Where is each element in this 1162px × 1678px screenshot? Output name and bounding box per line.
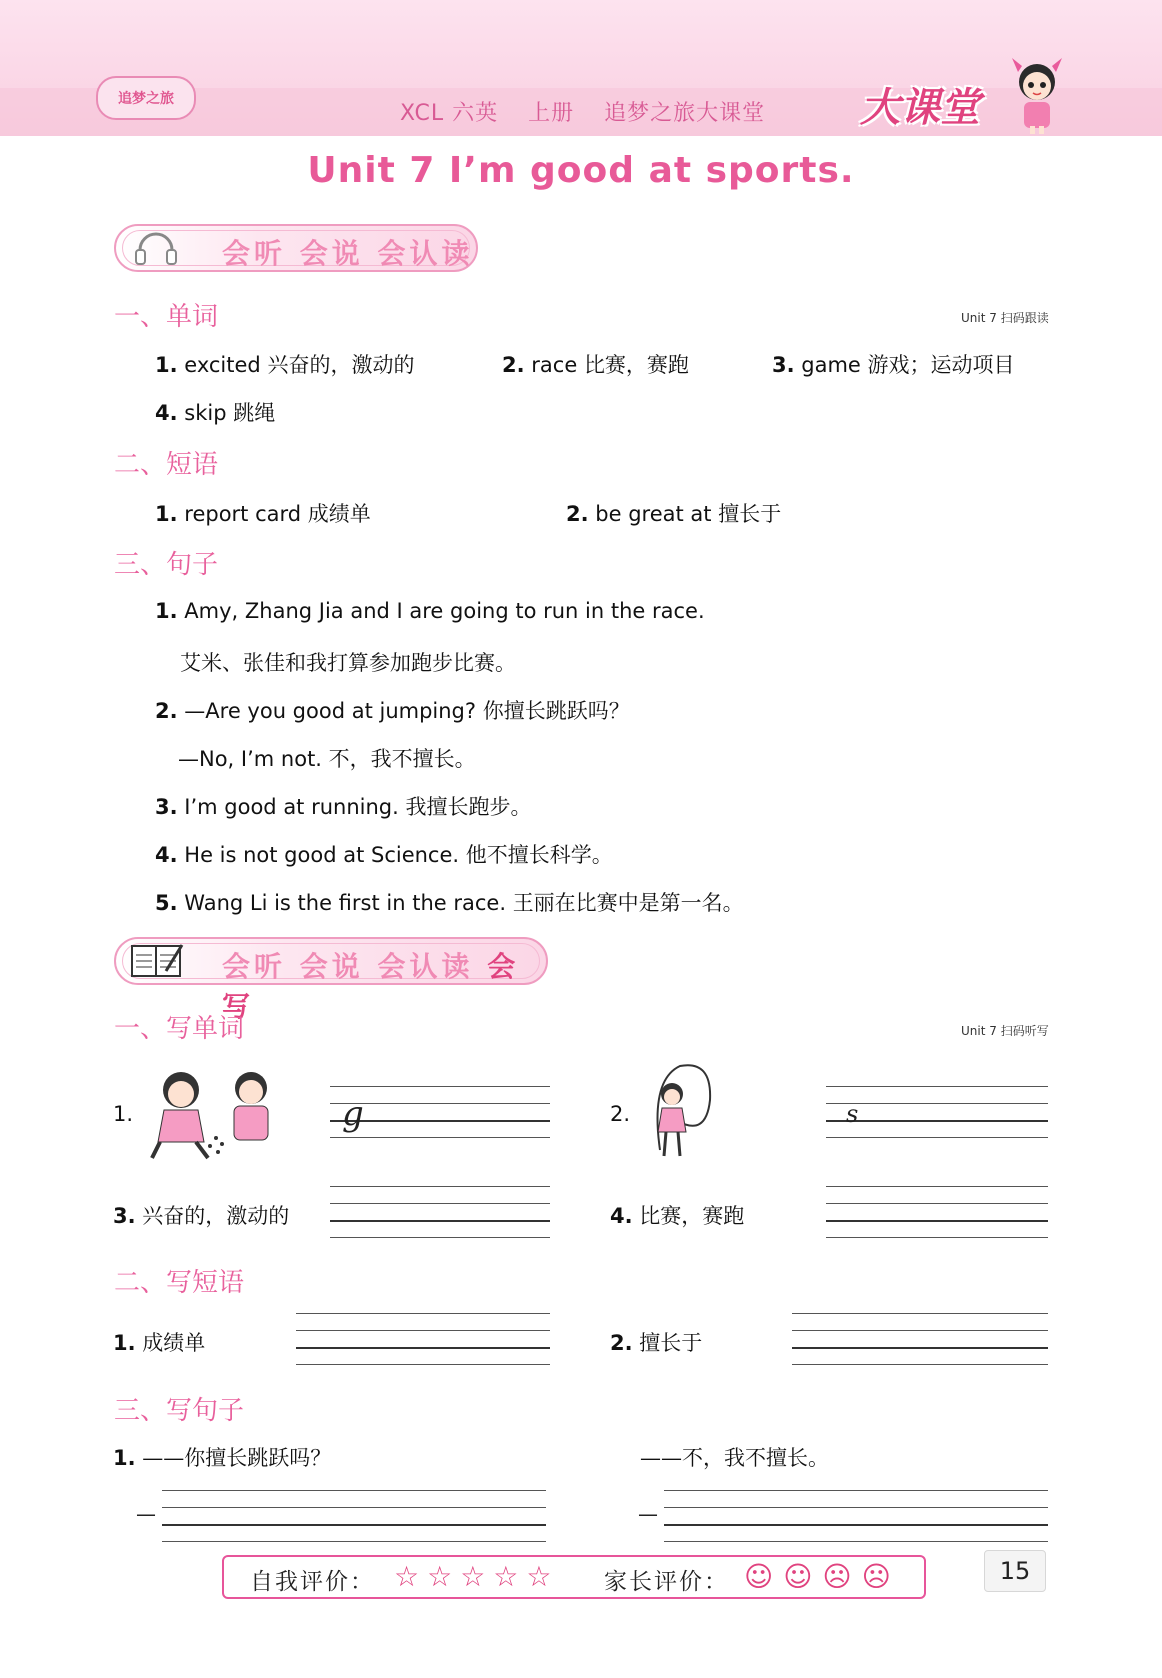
word-hint-letter: g bbox=[342, 1094, 364, 1134]
section-heading-sentences: 三、句子 bbox=[114, 550, 219, 580]
section-heading-write-words: 一、写单词 bbox=[114, 1014, 245, 1044]
word-item: 3. game 游戏；运动项目 bbox=[772, 353, 1015, 377]
girl-skipping-rope-icon bbox=[640, 1060, 720, 1166]
page-number: 15 bbox=[984, 1550, 1046, 1592]
rating-faces[interactable]: ☺☺☹☹ bbox=[744, 1560, 901, 1593]
header-volume: 上册 bbox=[528, 101, 575, 126]
sentence-item: 5. Wang Li is the first in the race. 王丽在比赛中是第一名。 bbox=[155, 891, 744, 915]
word-item: 1. excited 兴奋的，激动的 bbox=[155, 353, 415, 377]
section-banner-write bbox=[114, 937, 548, 1023]
section-heading-phrases: 二、短语 bbox=[114, 450, 219, 480]
headphones-icon bbox=[134, 232, 178, 266]
section-heading-write-sentences: 三、写句子 bbox=[114, 1396, 245, 1426]
write-sentence-prompt: 1. ——你擅长跳跃吗？ bbox=[113, 1446, 332, 1470]
sentence-item: 2. —Are you good at jumping? 你擅长跳跃吗？ bbox=[155, 699, 630, 723]
brand-logo: 大课堂 bbox=[860, 85, 980, 131]
write-phrase-item: 1. 成绩单 bbox=[113, 1331, 206, 1355]
write-phrase-item: 2. 擅长于 bbox=[610, 1331, 703, 1355]
word-hint-letter: s bbox=[846, 1100, 859, 1128]
section-heading-write-phrases: 二、写短语 bbox=[114, 1268, 245, 1298]
answer-dash: — bbox=[136, 1502, 156, 1526]
series-logo: 追梦之旅 bbox=[96, 76, 196, 120]
write-sentence-prompt: ——不，我不擅长。 bbox=[640, 1446, 829, 1470]
write-word-item: 4. 比赛，赛跑 bbox=[610, 1204, 745, 1228]
self-evaluation-label: 自我评价： bbox=[250, 1569, 375, 1595]
kids-playing-game-icon bbox=[146, 1060, 286, 1166]
evaluation-bar bbox=[222, 1555, 926, 1599]
scan-dictation-label: Unit 7 扫码听写 bbox=[961, 1024, 1049, 1038]
section-heading-words: 一、单词 bbox=[114, 302, 219, 332]
write-word-item: 3. 兴奋的，激动的 bbox=[113, 1204, 290, 1228]
header-series: 追梦之旅大课堂 bbox=[604, 101, 766, 126]
word-item: 2. race 比赛，赛跑 bbox=[502, 353, 689, 377]
parent-evaluation-label: 家长评价： bbox=[604, 1569, 729, 1595]
sentence-item: 3. I’m good at running. 我擅长跑步。 bbox=[155, 795, 532, 819]
sentence-item: —No, I’m not. 不，我不擅长。 bbox=[178, 747, 476, 771]
banner-write-text: 会听 会说 会认读 会写 bbox=[222, 950, 520, 1023]
header-info bbox=[400, 96, 787, 127]
section-banner-listen bbox=[114, 224, 478, 272]
unit-title: Unit 7 I’m good at sports. bbox=[307, 150, 855, 191]
sentence-item: 4. He is not good at Science. 他不擅长科学。 bbox=[155, 843, 613, 867]
question-number: 2. bbox=[610, 1102, 631, 1126]
rating-stars[interactable]: ☆☆☆☆☆ bbox=[394, 1560, 560, 1593]
header-grade: XCL 六英 bbox=[400, 101, 499, 126]
question-number: 1. bbox=[113, 1102, 134, 1126]
scan-read-label: Unit 7 扫码跟读 bbox=[961, 311, 1049, 325]
girl-mascot-icon bbox=[1010, 56, 1064, 134]
phrase-item: 1. report card 成绩单 bbox=[155, 502, 371, 526]
sentence-translation: 艾米、张佳和我打算参加跑步比赛。 bbox=[180, 651, 516, 675]
sentence-item: 1. Amy, Zhang Jia and I are going to run in the race. bbox=[155, 599, 705, 623]
notebook-icon bbox=[130, 943, 186, 979]
word-item: 4. skip 跳绳 bbox=[155, 401, 276, 425]
phrase-item: 2. be great at 擅长于 bbox=[566, 502, 782, 526]
answer-dash: — bbox=[638, 1502, 658, 1526]
banner-listen-text: 会听 会说 会认读 bbox=[222, 237, 474, 270]
